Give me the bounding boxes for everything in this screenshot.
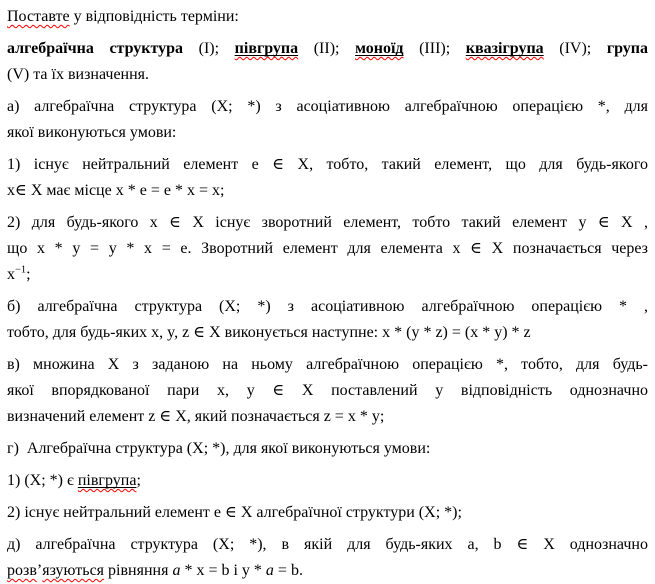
paragraph-definition-d — [7, 532, 648, 584]
definition-b-line-1: б) алгебраїчна структура (X; *) з асоціативною алгебраїчною операцією * , — [7, 298, 648, 315]
inverse-exponent: −1 — [15, 264, 27, 276]
definition-a-line-2: якої виконуються умови: — [7, 124, 177, 141]
word-pivhrupa: півгрупа — [77, 472, 137, 489]
paragraph-condition-g1 — [7, 468, 648, 494]
paragraph-prompt — [7, 4, 648, 30]
term-kvazihrupa-squiggle — [466, 40, 544, 57]
terms-line-1 — [7, 36, 648, 62]
misspelled-word-rozv: розв — [7, 562, 37, 579]
inverse-tail: ; — [26, 266, 31, 283]
equation-text-3: = b. — [273, 562, 303, 579]
term-numeral-2: (II); — [298, 40, 356, 57]
term-numeral-3: (III); — [403, 40, 466, 57]
term-monoid-squiggle — [355, 40, 403, 57]
word-pivhrupa-squiggle — [78, 472, 137, 489]
term-kvazihrupa: квазігрупа — [465, 40, 544, 57]
condition-a2-line-2: що x * y = y * x = e. Зворотний елемент для елемента x ∈ X позначається через — [7, 240, 648, 257]
equation-text-2: * x = b і y * — [180, 562, 266, 579]
term-numeral-1: (I); — [183, 40, 235, 57]
paragraph-condition-g2 — [7, 500, 648, 526]
inverse-base: x — [7, 266, 15, 283]
definition-b-line-2: тобто, для будь-яких x, y, z ∈ X виконується наступне: x * (y * z) = (x * y) * z — [7, 324, 531, 341]
misspelled-word-yazuyutsya: язуються — [42, 562, 105, 579]
math-var-a-1: a — [172, 562, 181, 579]
equation-text-1: рівняння — [104, 562, 173, 579]
term-alhebraichna-struktura: алгебраїчна структура — [7, 40, 184, 57]
definition-v-line-3: визначений елемент z ∈ X, який позначається z = x * y; — [7, 408, 385, 425]
misspelled-word-postavte: Поставте — [7, 8, 70, 25]
paragraph-terms — [7, 36, 648, 88]
paragraph-definition-v — [7, 352, 648, 430]
definition-d-line-1: д) алгебраїчна структура (X; *), в якій для будь-яких a, b ∈ X однозначно — [7, 536, 648, 553]
condition-a1-line-2: х∈ X має місце x * e = e * x = x; — [7, 182, 225, 199]
condition-g1-text: 1) (X; *) є — [7, 472, 78, 489]
term-numeral-4: (IV); — [543, 40, 607, 57]
term-monoid: моноїд — [355, 40, 404, 57]
paragraph-definition-g — [7, 436, 648, 462]
term-pivhrupa-squiggle — [235, 40, 298, 57]
definition-d-line-2 — [7, 558, 648, 584]
paragraph-condition-a2 — [7, 210, 648, 288]
definition-g-line-1: г) Алгебраїчна структура (X; *), для якої виконуються умови: — [7, 440, 431, 457]
definition-a-line-1: а) алгебраїчна структура (X; *) з асоціативною алгебраїчною операцією *, для — [7, 98, 648, 115]
definition-v-line-2: якої впорядкованої пари x, у ∈ X поставлений у відповідність однозначно — [7, 382, 648, 399]
paragraph-definition-a — [7, 94, 648, 146]
condition-g2-line: 2) існує нейтральний елемент е ∈ X алгебраїчної структури (X; *); — [7, 504, 462, 521]
apostrophe: ’ — [36, 562, 43, 579]
prompt-line — [7, 4, 648, 30]
condition-g1-tail: ; — [136, 472, 141, 489]
paragraph-condition-a1 — [7, 152, 648, 204]
terms-line-2: (V) та їх визначення. — [7, 66, 150, 83]
condition-g1-line — [7, 468, 648, 494]
term-pivhrupa: півгрупа — [234, 40, 299, 57]
condition-a2-line-3 — [7, 262, 648, 288]
term-hrupa: група — [606, 40, 648, 57]
condition-a1-line-1: 1) існує нейтральний елемент е ∈ X, тобто, такий елемент, що для будь-якого — [7, 156, 648, 173]
condition-a2-line-1: 2) для будь-якого х ∈ X існує зворотний елемент, тобто такий елемент у ∈ X , — [7, 214, 648, 231]
paragraph-definition-b — [7, 294, 648, 346]
prompt-text: у відповідність терміни: — [69, 8, 239, 25]
math-var-a-2: a — [265, 562, 274, 579]
definition-v-line-1: в) множина X з заданою на ньому алгебраїчною операцією *, тобто, для будь- — [7, 356, 648, 373]
